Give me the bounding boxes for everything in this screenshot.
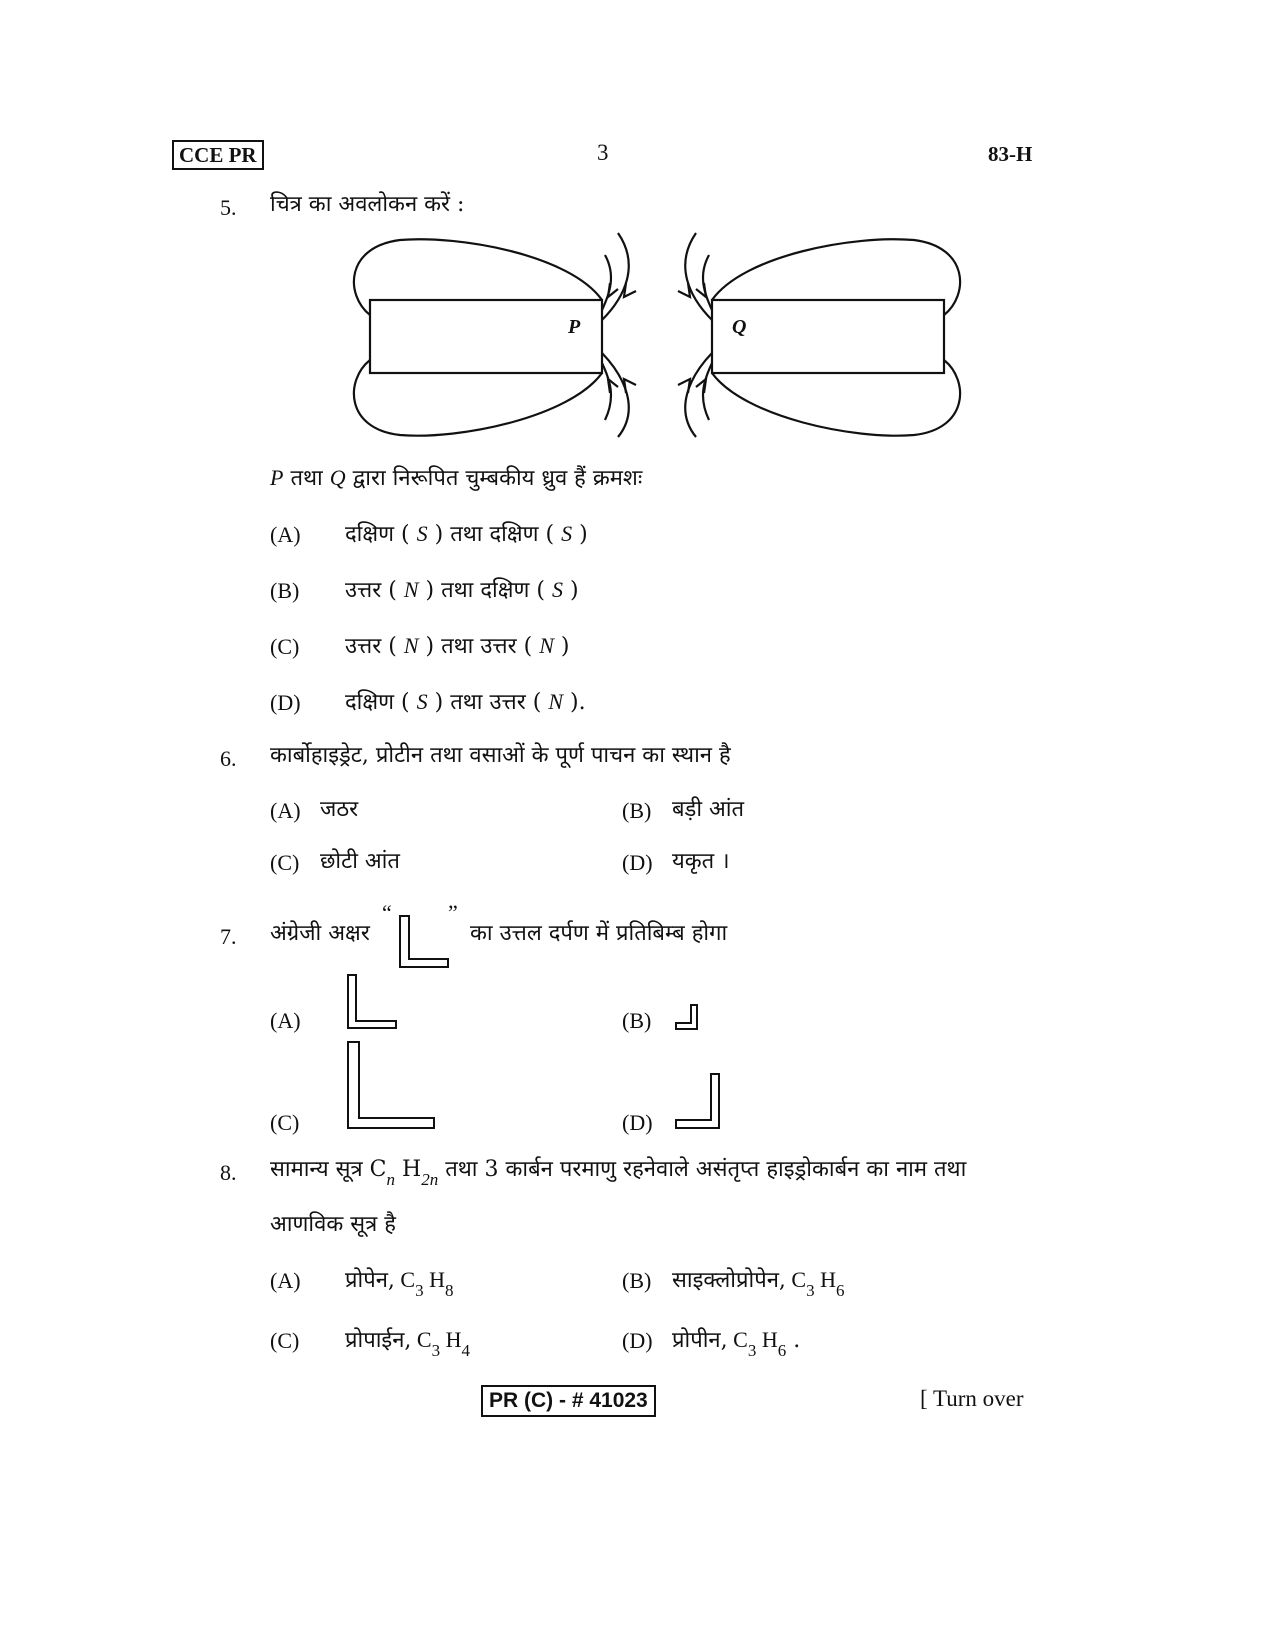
q7-open-quote: “ (382, 900, 392, 925)
q7-option-b-l-icon (674, 1003, 700, 1031)
field-line (602, 233, 629, 320)
q6-option-c-label: (C) (270, 850, 300, 875)
q5-stem: P तथा Q द्वारा निरूपित चुम्बकीय ध्रुव हैं क्रमशः (270, 465, 643, 491)
magnet-p-label: P (568, 316, 581, 338)
magnet-q-label: Q (732, 316, 747, 338)
turn-over-note: [ Turn over (920, 1386, 1024, 1411)
arrow-head (608, 283, 618, 297)
q7-option-c-l-icon (346, 1040, 438, 1132)
arrow-head (624, 379, 636, 393)
q8-option-b: साइक्लोप्रोपेन, $C_3$ $H_6$ (672, 1267, 845, 1300)
field-line (354, 239, 602, 315)
q7-option-a-label: (A) (270, 1008, 301, 1033)
arrow-head (696, 283, 706, 297)
footer-paper-code: PR (C) - # 41023 (481, 1385, 656, 1417)
field-line (703, 255, 712, 310)
q5-option-b-label: (B) (270, 578, 300, 603)
q5-option-c: उत्तर ( N ) तथा उत्तर ( N ) (345, 633, 570, 659)
q5-var-p: P (270, 465, 284, 490)
q7-text-after: का उत्तल दर्पण में प्रतिबिम्ब होगा (470, 921, 728, 946)
q5-prompt: चित्र का अवलोकन करें : (270, 192, 465, 217)
q6-option-a-label: (A) (270, 798, 301, 823)
q6-number: 6. (220, 746, 237, 771)
q7-close-quote: ” (448, 900, 458, 925)
arrow-head (624, 283, 636, 297)
q8-line-2: आणविक सूत्र है (270, 1212, 396, 1237)
q8-option-c-label: (C) (270, 1328, 300, 1353)
q6-text: कार्बोहाइड्रेट, प्रोटीन तथा वसाओं के पूर्ण पाचन का स्थान है (270, 743, 731, 768)
q7-option-d-l-icon (674, 1072, 722, 1132)
q6-option-c: छोटी आंत (320, 849, 400, 874)
q8-line-1: सामान्य सूत्र $C_n$ $H_{2n}$ तथा 3 कार्बन परमाणु रहनेवाले असंतृप्त हाइड्रोकार्बन का नाम तथा (270, 1157, 967, 1189)
field-line (602, 255, 611, 310)
arrow-head (678, 283, 690, 297)
letter-l-icon (398, 915, 450, 969)
arrow-head (696, 379, 706, 393)
q6-option-a: जठर (320, 797, 359, 822)
q5-option-b: उत्तर ( N ) तथा दक्षिण ( S ) (345, 577, 579, 603)
q5-magnet-figure (340, 225, 980, 450)
q8-option-d: प्रोपीन, $C_3$ $H_6$ . (672, 1327, 801, 1360)
q7-option-a-l-icon (346, 974, 400, 1030)
q7-option-b-label: (B) (622, 1008, 652, 1033)
q7-option-c-label: (C) (270, 1110, 300, 1135)
q8-option-a-label: (A) (270, 1268, 301, 1293)
q6-option-d-label: (D) (622, 850, 653, 875)
field-line (354, 360, 602, 436)
field-line (712, 360, 960, 436)
q7-number: 7. (220, 924, 237, 949)
q5-option-a-label: (A) (270, 522, 301, 547)
q6-option-b: बड़ी आंत (672, 797, 745, 822)
q5-number: 5. (220, 195, 237, 220)
header-left-code: CCE PR (172, 140, 264, 170)
q8-option-c: प्रोपाईन, $C_3$ $H_4$ (345, 1327, 470, 1360)
q5-option-d-label: (D) (270, 690, 301, 715)
q8-option-a: प्रोपेन, $C_3$ $H_8$ (345, 1267, 454, 1300)
field-line (685, 353, 712, 437)
q5-var-q: Q (329, 465, 346, 490)
q8-option-b-label: (B) (622, 1268, 652, 1293)
arrow-head (608, 379, 618, 393)
field-line (602, 353, 629, 437)
q6-option-b-label: (B) (622, 798, 652, 823)
q5-option-d: दक्षिण ( S ) तथा उत्तर ( N ). (345, 689, 586, 715)
field-line (685, 233, 712, 320)
q5-option-a: दक्षिण ( S ) तथा दक्षिण ( S ) (345, 521, 588, 547)
q7-text-before: अंग्रेजी अक्षर (270, 921, 370, 946)
arrow-head (678, 379, 690, 393)
q8-option-d-label: (D) (622, 1328, 653, 1353)
magnet-q-bar (712, 300, 944, 373)
q7-option-d-label: (D) (622, 1110, 653, 1135)
page-number: 3 (597, 140, 609, 165)
field-line (712, 239, 960, 315)
header-right-code: 83-H (988, 142, 1033, 166)
q5-option-c-label: (C) (270, 634, 300, 659)
q8-number: 8. (220, 1160, 237, 1185)
q6-option-d: यकृत । (672, 849, 730, 874)
